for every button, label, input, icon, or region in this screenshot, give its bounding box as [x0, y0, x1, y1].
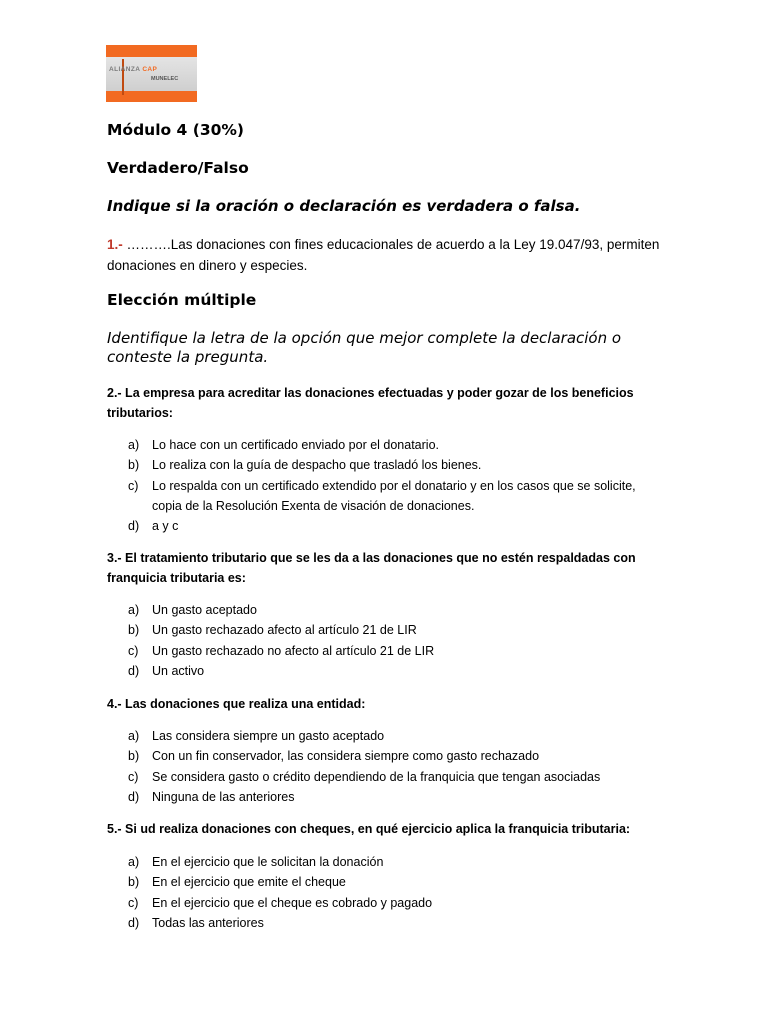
option-letter: d)	[128, 519, 140, 534]
question-1	[107, 234, 667, 276]
option-text: Lo realiza con la guía de despacho que trasladó los bienes.	[152, 458, 482, 473]
option-text: En el ejercicio que le solicitan la donación	[152, 855, 384, 869]
option-item	[128, 476, 668, 517]
option-text: Las considera siempre un gasto aceptado	[152, 729, 385, 743]
option-item	[128, 767, 668, 787]
section-true-false-heading: Verdadero/Falso	[107, 159, 249, 177]
option-item	[128, 661, 668, 681]
question-5: 5.- Si ud realiza donaciones con cheques, en qué ejercicio aplica la franquicia tributaria:	[107, 822, 631, 836]
option-letter: a)	[128, 855, 140, 869]
module-title: Módulo 4 (30%)	[107, 121, 245, 139]
option-item	[128, 435, 668, 455]
option-letter: a)	[128, 438, 140, 452]
option-text: Lo respalda con un certificado extendido por el donatario y en los casos que se solicite, copia de la Resolución Exenta de visación de donaciones.	[152, 478, 636, 513]
question-4: 4.- Las donaciones que realiza una entidad:	[107, 697, 366, 711]
option-text: Un gasto rechazado afecto al artículo 21 de LIR	[152, 623, 417, 638]
option-text: En el ejercicio que el cheque es cobrado y pagado	[152, 895, 433, 910]
option-text: Ninguna de las anteriores	[152, 789, 295, 804]
option-letter: b)	[128, 875, 140, 890]
option-letter: d)	[128, 915, 140, 930]
option-letter: b)	[128, 458, 140, 473]
option-text: En el ejercicio que emite el cheque	[152, 875, 346, 890]
option-text: Un gasto rechazado no afecto al artículo 21 de LIR	[152, 643, 435, 658]
option-text: Un gasto aceptado	[152, 603, 257, 617]
option-item	[128, 455, 668, 475]
option-item	[128, 787, 668, 807]
option-letter: b)	[128, 749, 140, 764]
logo-line-1: ALIANZA CAP	[109, 66, 158, 73]
question-1-text: ……….Las donaciones con fines educacionales de acuerdo a la Ley 19.047/93, permiten donaciones en dinero y especies.	[107, 237, 660, 273]
option-letter: d)	[128, 663, 140, 678]
question-5-options	[128, 852, 668, 933]
logo-top-band	[106, 45, 197, 57]
option-item	[128, 852, 668, 872]
question-1-number: 1.-	[107, 237, 123, 252]
multiple-choice-instruction: Identifique la letra de la opción que mejor complete la declaración o conteste la pregunta.	[107, 329, 622, 366]
true-false-instruction: Indique si la oración o declaración es verdadera o falsa.	[107, 197, 581, 215]
option-letter: a)	[128, 603, 140, 617]
option-item	[128, 746, 668, 766]
logo-pole-mark	[122, 59, 124, 95]
option-item	[128, 516, 668, 536]
option-item	[128, 913, 668, 933]
option-text: a y c	[152, 519, 179, 534]
option-text: Con un fin conservador, las considera siempre como gasto rechazado	[152, 749, 540, 764]
option-item	[128, 641, 668, 661]
option-letter: c)	[128, 895, 139, 910]
question-3: 3.- El tratamiento tributario que se les da a las donaciones que no estén respaldadas con franquicia tributaria es:	[107, 551, 636, 585]
question-4-options	[128, 726, 668, 807]
option-letter: b)	[128, 623, 140, 638]
option-letter: d)	[128, 789, 140, 804]
logo-center-band	[106, 57, 197, 91]
option-item	[128, 726, 668, 746]
option-item	[128, 600, 668, 620]
logo-bottom-band	[106, 91, 197, 102]
question-2-options	[128, 435, 668, 536]
section-multiple-choice-heading: Elección múltiple	[107, 291, 257, 309]
option-text: Todas las anteriores	[152, 915, 264, 930]
option-text: Lo hace con un certificado enviado por el donatario.	[152, 438, 439, 452]
option-item	[128, 893, 668, 913]
logo-line-2: MUNELEC	[151, 76, 179, 82]
option-letter: a)	[128, 729, 140, 743]
question-3-options	[128, 600, 668, 681]
option-letter: c)	[128, 769, 139, 784]
option-text: Un activo	[152, 663, 205, 678]
option-item	[128, 620, 668, 640]
question-2: 2.- La empresa para acreditar las donaciones efectuadas y poder gozar de los beneficios tributarios:	[107, 386, 634, 420]
option-letter: c)	[128, 478, 139, 493]
option-text: Se considera gasto o crédito dependiendo de la franquicia que tengan asociadas	[152, 769, 601, 784]
option-letter: c)	[128, 643, 139, 658]
option-item	[128, 872, 668, 892]
alianza-cap-logo	[106, 45, 197, 102]
